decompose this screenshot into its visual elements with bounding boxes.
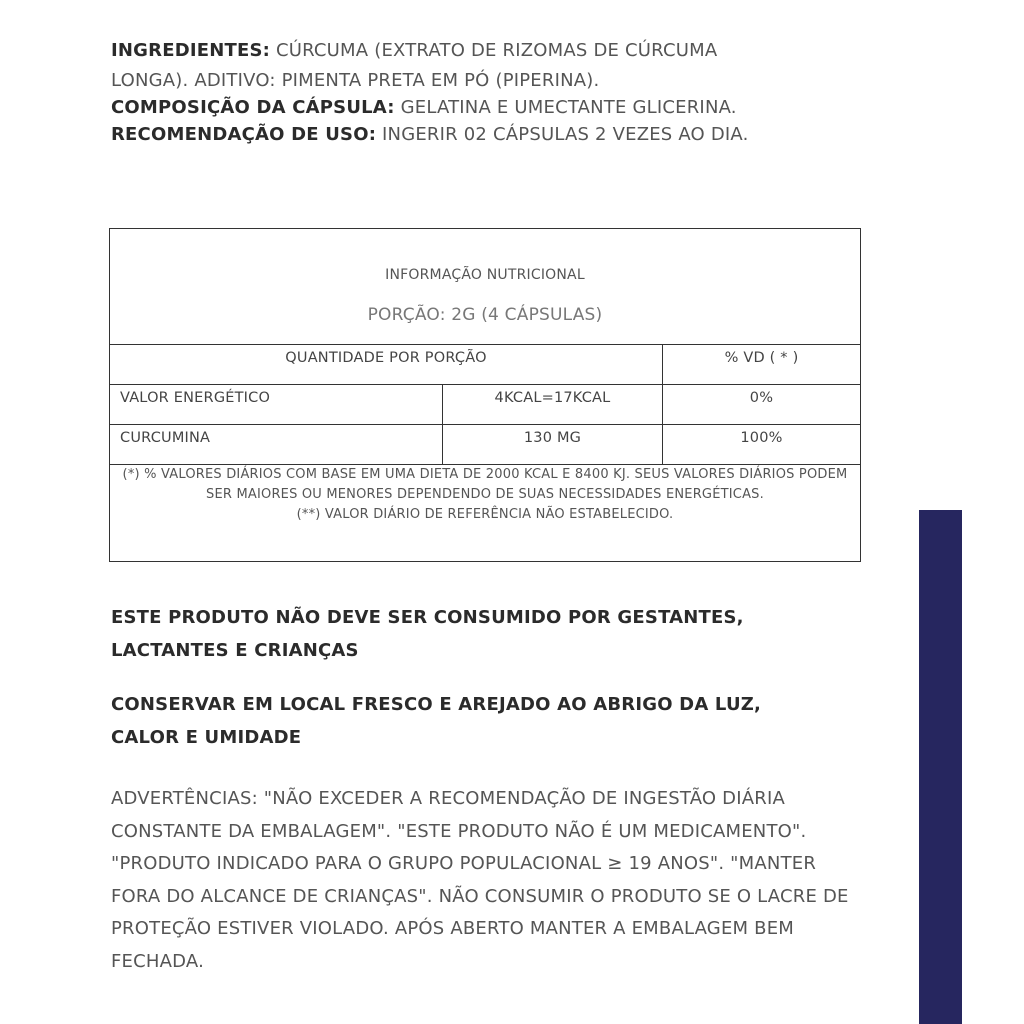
ingredients-text-line2: LONGA). ADITIVO: PIMENTA PRETA EM PÓ (PIPERINA).	[111, 70, 600, 91]
nutrition-footnotes	[110, 465, 860, 525]
nutrition-table	[109, 228, 861, 562]
row-amount: 4KCAL=17KCAL	[442, 385, 662, 424]
capsule-label: COMPOSIÇÃO DA CÁPSULA:	[111, 97, 395, 118]
header-quantity: QUANTIDADE POR PORÇÃO	[285, 350, 487, 366]
usage-line	[111, 120, 871, 150]
nutrition-column-header-row	[110, 345, 860, 385]
usage-text: INGERIR 02 CÁPSULAS 2 VEZES AO DIA.	[382, 124, 749, 145]
storage-warning-line2: CALOR E UMIDADE	[111, 727, 302, 748]
side-color-bar	[919, 510, 962, 1024]
row-vd: 100%	[662, 425, 860, 464]
ingredients-block	[111, 36, 871, 150]
storage-warning	[111, 688, 831, 754]
nutrition-title: INFORMAÇÃO NUTRICIONAL	[385, 267, 585, 283]
capsule-line	[111, 93, 871, 123]
nutrition-table-header	[110, 229, 860, 345]
table-row	[110, 385, 860, 425]
footnote-daily-values: (*) % VALORES DIÁRIOS COM BASE EM UMA DIETA DE 2000 KCAL E 8400 KJ. SEUS VALORES DIÁRIOS PODEM SER MAIORES OU MENORES DEPENDENDO DE SUAS NECESSIDADES ENERGÉTICAS.	[122, 467, 848, 502]
row-name: CURCUMINA	[120, 430, 211, 446]
pregnancy-warning-line1: ESTE PRODUTO NÃO DEVE SER CONSUMIDO POR GESTANTES,	[111, 607, 744, 628]
nutrition-portion: PORÇÃO: 2G (4 CÁPSULAS)	[367, 305, 603, 325]
row-vd: 0%	[662, 385, 860, 424]
ingredients-line-2	[111, 66, 871, 96]
ingredients-text-line1: CÚRCUMA (EXTRATO DE RIZOMAS DE CÚRCUMA	[275, 40, 718, 61]
usage-label: RECOMENDAÇÃO DE USO:	[111, 124, 377, 145]
pregnancy-warning-line2: LACTANTES E CRIANÇAS	[111, 640, 359, 661]
ingredients-label: INGREDIENTES:	[111, 40, 271, 61]
table-row	[110, 425, 860, 465]
header-vd: % VD ( * )	[662, 345, 860, 384]
pregnancy-warning	[111, 601, 831, 667]
row-amount: 130 MG	[442, 425, 662, 464]
storage-warning-line1: CONSERVAR EM LOCAL FRESCO E AREJADO AO ABRIGO DA LUZ,	[111, 694, 762, 715]
row-name: VALOR ENERGÉTICO	[120, 390, 271, 406]
footnote-reference: (**) VALOR DIÁRIO DE REFERÊNCIA NÃO ESTABELECIDO.	[296, 507, 674, 522]
ingredients-line	[111, 36, 871, 66]
capsule-text: GELATINA E UMECTANTE GLICERINA.	[400, 97, 737, 118]
advertencias-text: ADVERTÊNCIAS: "NÃO EXCEDER A RECOMENDAÇÃO DE INGESTÃO DIÁRIA CONSTANTE DA EMBALAGEM". "ESTE PRODUTO NÃO É UM MEDICAMENTO". "PRODUTO INDICADO PARA O GRUPO POPULACIONAL ≥ 19 ANOS". "MANTER FORA DO ALCANCE DE CRIANÇAS". NÃO CONSUMIR O PRODUTO SE O LACRE DE PROTEÇÃO ESTIVER VIOLADO. APÓS ABERTO MANTER A EMBALAGEM BEM FECHADA.	[111, 788, 849, 972]
